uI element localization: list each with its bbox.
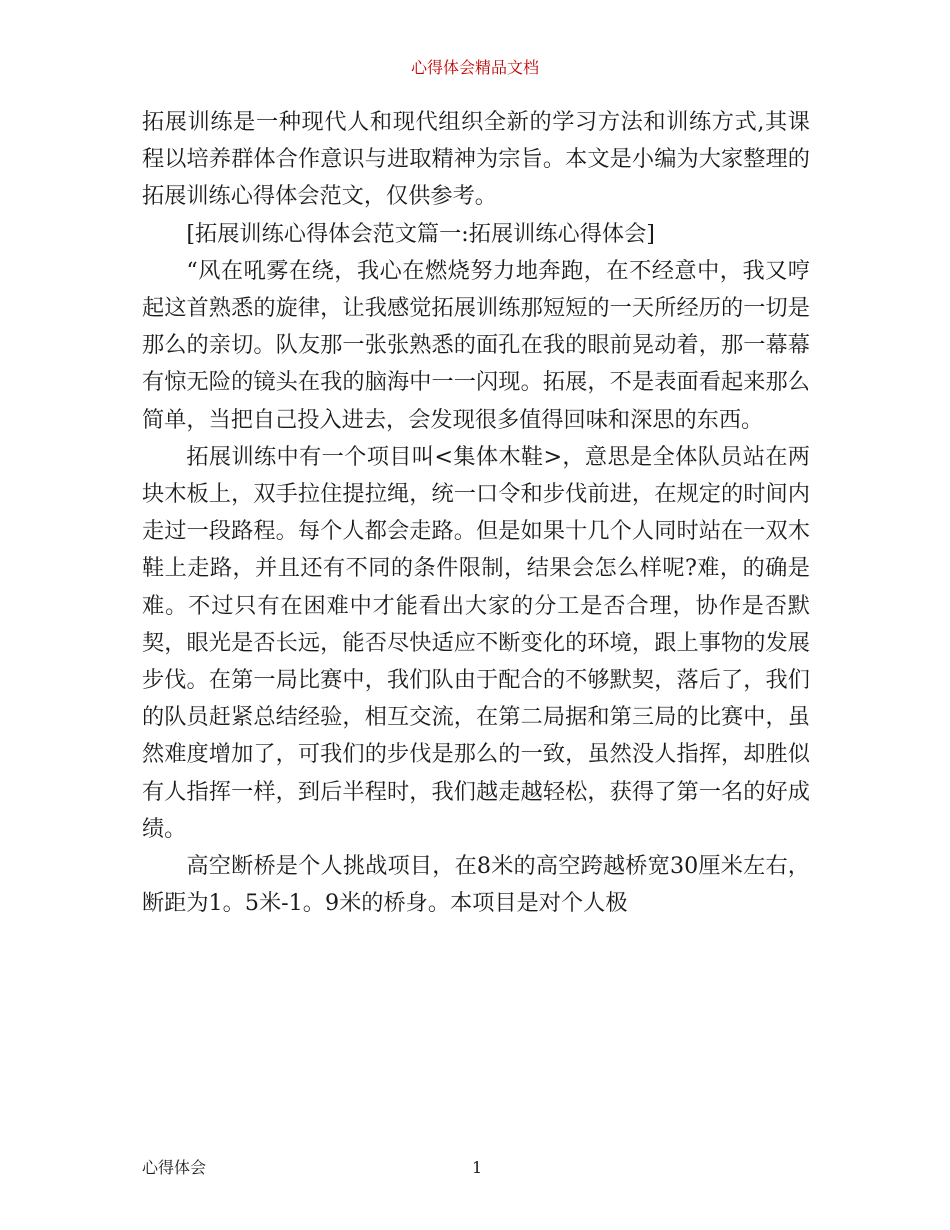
page-header: 心得体会精品文档	[410, 58, 539, 77]
document-body	[142, 104, 810, 922]
page-footer	[142, 1156, 810, 1180]
body-paragraph: 拓展训练中有一个项目叫<集体木鞋>，意思是全体队员站在两块木板上，双手拉住提拉绳，统一口令和步伐前进，在规定的时间内走过一段路程。每个人都会走路。但是如果十几个人同时站在一双木鞋上走路，并且还有不同的条件限制，结果会怎么样呢?难，的确是难。不过只有在困难中才能看出大家的分工是否合理，协作是否默契，眼光是否长远，能否尽快适应不断变化的环境，跟上事物的发展步伐。在第一局比赛中，我们队由于配合的不够默契，落后了，我们的队员赶紧总结经验，相互交流，在第二局据和第三局的比赛中，虽然难度增加了，可我们的步伐是那么的一致，虽然没人指挥，却胜似有人指挥一样，到后半程时，我们越走越轻松，获得了第一名的好成绩。	[142, 443, 810, 842]
page-number: 1	[472, 1158, 483, 1177]
intro-paragraph: 拓展训练是一种现代人和现代组织全新的学习方法和训练方式,其课程以培养群体合作意识与进取精神为宗旨。本文是小编为大家整理的拓展训练心得体会范文，仅供参考。	[142, 109, 810, 210]
footer-label: 心得体会	[142, 1158, 207, 1177]
section-heading: [拓展训练心得体会范文篇一:拓展训练心得体会]	[186, 220, 655, 247]
body-paragraph: 高空断桥是个人挑战项目，在8米的高空跨越桥宽30厘米左右，断距为1。5米-1。9米的桥身。本项目是对个人极	[142, 853, 810, 917]
body-paragraph: “风在吼雾在绕，我心在燃烧努力地奔跑，在不经意中，我又哼起这首熟悉的旋律，让我感觉拓展训练那短短的一天所经历的一切是那么的亲切。队友那一张张熟悉的面孔在我的眼前晃动着，那一幕幕有惊无险的镜头在我的脑海中一一闪现。拓展，不是表面看起来那么简单，当把自己投入进去，会发现很多值得回味和深思的东西。	[142, 257, 810, 433]
